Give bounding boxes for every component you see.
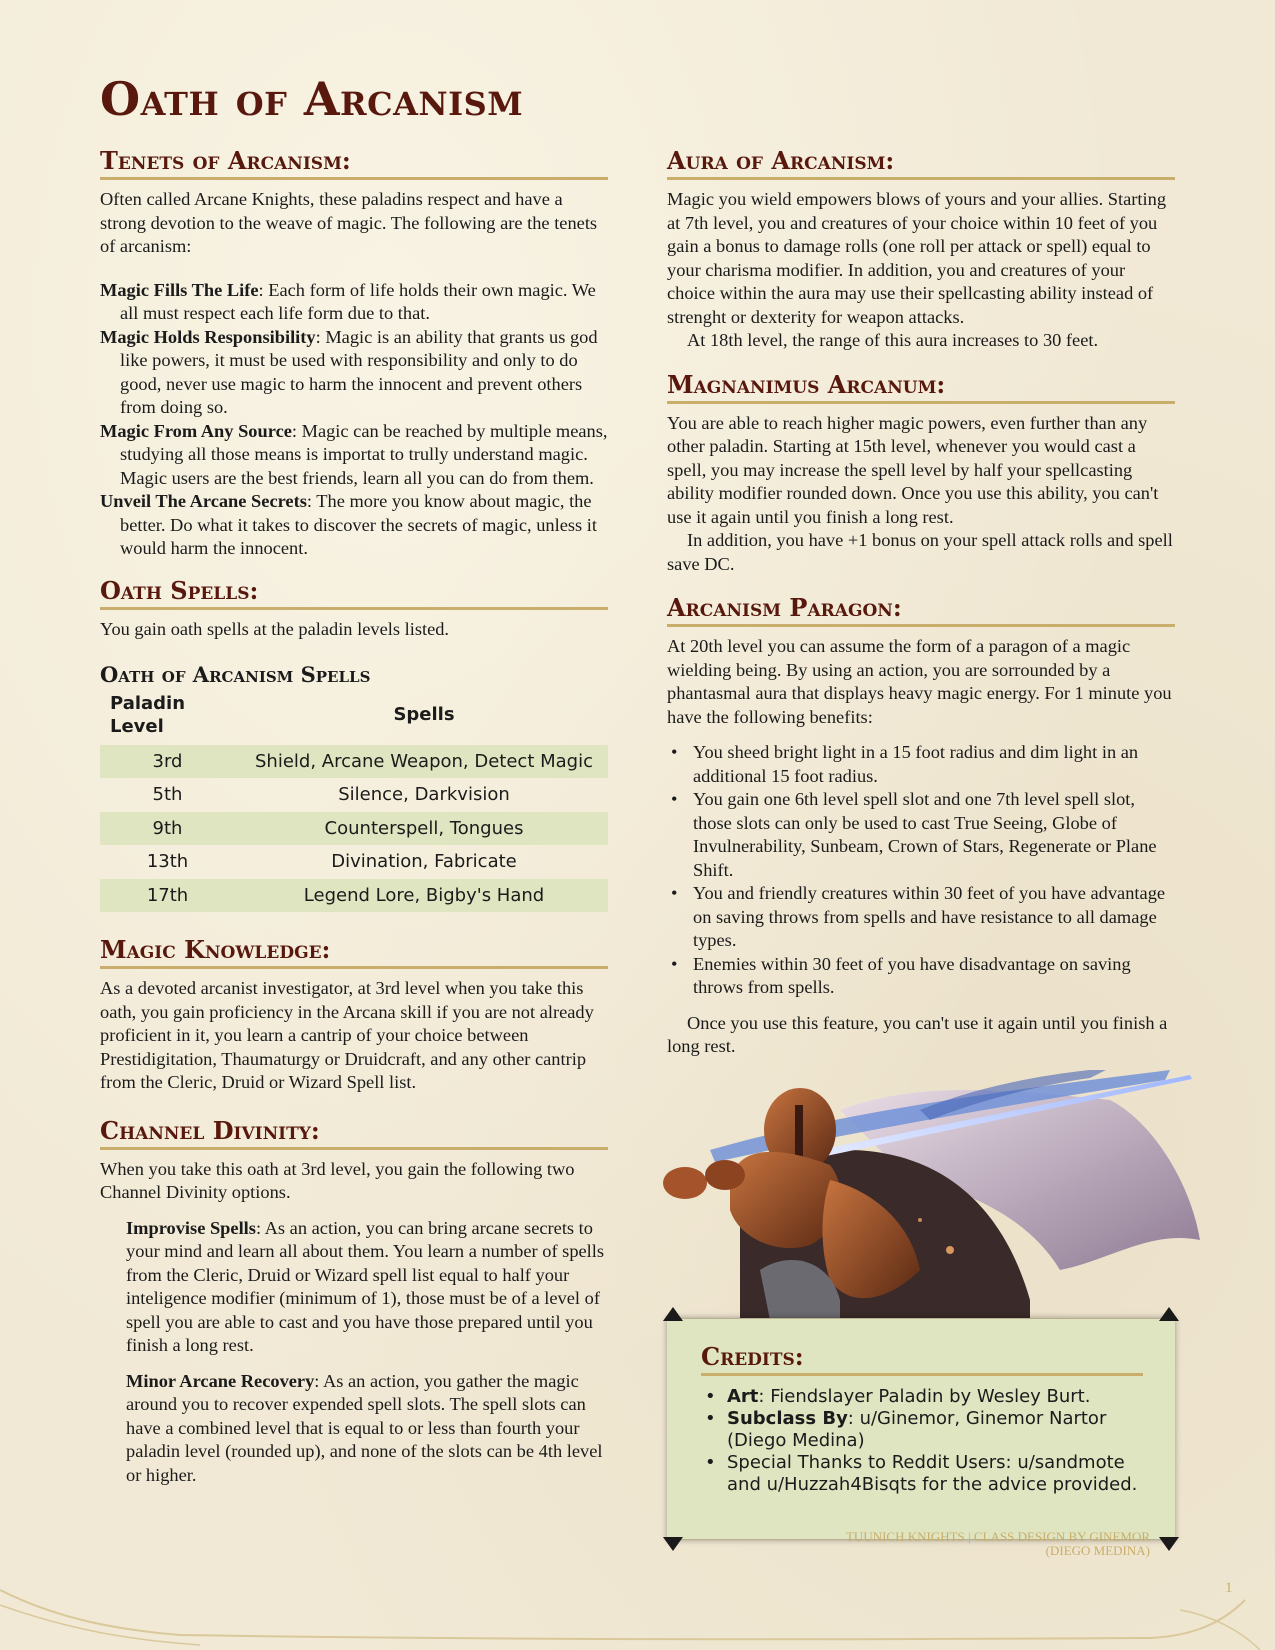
tenet-text: : The more you know about magic, the better. Do what it takes to discover the secrets of magic, unless it would harm the innocent.: [120, 491, 598, 558]
row-spells: Counterspell, Tongues: [240, 812, 608, 846]
aura-text-2: At 18th level, the range of this aura increases to 30 feet.: [687, 330, 1099, 350]
credit-text: : Fiendslayer Paladin by Wesley Burt.: [758, 1386, 1091, 1407]
section-heading-oath-spells: Oath Spells:: [100, 577, 608, 610]
section-heading-magnanimus: Magnanimus Arcanum:: [667, 371, 1175, 404]
list-item: [727, 1408, 1143, 1452]
spells-table-title: Oath of Arcanism Spells: [100, 662, 371, 687]
section-heading-aura: Aura of Arcanism:: [667, 147, 1175, 180]
table-row: [100, 879, 608, 913]
row-spells: Divination, Fabricate: [331, 851, 517, 872]
tenet-text: : Magic is an ability that grants us god like powers, it must be used with responsibility and only to do good, never use magic to harm the innocent and prevent others from doing so.: [120, 326, 598, 417]
credits-list: [701, 1386, 1143, 1496]
table-row: [100, 745, 608, 779]
channel-divinity-intro: When you take this oath at 3rd level, you gain the following two Channel Divinity options.: [100, 1158, 575, 1202]
left-column: [100, 147, 608, 1487]
list-item: • You sheed bright light in a 15 foot radius and dim light in an additional 15 foot radius.: [693, 741, 1175, 788]
footer-ornament-icon: [0, 1570, 1275, 1650]
row-level: 3rd: [100, 745, 240, 779]
tenet-name: Unveil The Arcane Secrets: [100, 491, 307, 511]
column-header-level: Paladin Level: [110, 692, 186, 737]
spells-table: [100, 689, 608, 913]
section-heading-magic-knowledge: Magic Knowledge:: [100, 936, 608, 969]
section-heading-channel-divinity: Channel Divinity:: [100, 1117, 608, 1150]
corner-ornament-icon: [663, 1307, 683, 1321]
table-row: [100, 812, 608, 846]
option-text: : As an action, you can bring arcane secrets to your mind and learn all about them. You learn a number of spells from the Cleric, Druid or Wizard spell list equal to half your inteligence modifier (minimum of 1), those must be of a level of spell you are able to cast and you have those prepared until you finish a long rest.: [126, 1217, 605, 1355]
row-spells: Shield, Arcane Weapon, Detect Magic: [240, 745, 608, 779]
channel-option: [100, 1370, 608, 1488]
table-row: [100, 845, 608, 879]
tenet-text: : Each form of life holds their own magic. We all must respect each life form due to that.: [120, 279, 596, 323]
tenet-item: [100, 326, 608, 420]
corner-ornament-icon: [1159, 1537, 1179, 1551]
list-item: [727, 1386, 1143, 1408]
channel-option: [100, 1217, 608, 1358]
table-header-row: [100, 689, 608, 745]
section-heading-paragon: Arcanism Paragon:: [667, 594, 1175, 627]
credits-box: [667, 1318, 1175, 1540]
credits-heading: Credits:: [701, 1343, 1143, 1376]
tenet-text: : Magic can be reached by multiple means, studying all those means is importat to trully understand magic. Magic users are the best friends, learn all you can do from them.: [120, 420, 608, 488]
list-item: • You and friendly creatures within 30 feet of you have advantage on saving throws from spells and have resistance to all damage types.: [693, 882, 1175, 953]
row-spells: Legend Lore, Bigby's Hand: [240, 879, 608, 913]
option-name: Minor Arcane Recovery: [126, 1370, 315, 1391]
tenet-item: [100, 490, 608, 561]
tenet-name: Magic Holds Responsibility: [100, 326, 316, 347]
table-row: [100, 778, 608, 812]
row-level: 17th: [100, 879, 240, 913]
right-column: [667, 147, 1175, 1059]
magnanimus-text: You are able to reach higher magic powers, even further than any other paladin. Starting at 15th level, whenever you would cast a spell, you may increase the spell level by half your spellcasting ability modifier rounded down. Once you use this ability, you can't use it again until you finish a long rest.: [667, 412, 1159, 527]
page-title: Oath of Arcanism: [100, 72, 524, 126]
column-header-spells: Spells: [393, 704, 455, 726]
paragon-benefits: [667, 741, 1175, 1000]
corner-ornament-icon: [1159, 1307, 1179, 1321]
tenet-name: Magic From Any Source: [100, 420, 292, 441]
section-heading-tenets: Tenets of Arcanism:: [100, 147, 608, 180]
paladin-artwork: [590, 1070, 1230, 1320]
row-level: 5th: [152, 784, 183, 805]
row-level: 9th: [100, 812, 240, 846]
aura-text: Magic you wield empowers blows of yours and your allies. Starting at 7th level, you and creatures of your choice within 10 feet of you gain a bonus to damage rolls (one roll per attack or spell) equal to your charisma modifier. In addition, you and creatures of your choice within the aura may use their spellcasting ability instead of strenght or dexterity for weapon attacks.: [667, 189, 1167, 327]
credit-label: Art: [727, 1386, 759, 1407]
footer-text: TUUNICH KNIGHTS | CLASS DESIGN BY GINEMOR (DIEGO MEDINA): [845, 1529, 1150, 1558]
row-level: 13th: [146, 851, 189, 872]
corner-ornament-icon: [663, 1537, 683, 1551]
credit-label: Subclass By: [727, 1408, 848, 1429]
credit-text: Special Thanks to Reddit Users: u/sandmote and u/Huzzah4Bisqts for the advice provided.: [727, 1452, 1138, 1495]
tenets-intro: Often called Arcane Knights, these paladins respect and have a strong devotion to the weave of magic. The following are the tenets of arcanism:: [100, 189, 598, 256]
paragon-outro: Once you use this feature, you can't use it again until you finish a long rest.: [667, 1012, 1168, 1056]
page-number: 1: [1225, 1580, 1233, 1596]
list-item: [727, 1452, 1143, 1496]
tenet-item: [100, 420, 608, 491]
tenet-name: Magic Fills The Life: [100, 279, 259, 300]
list-item: • You gain one 6th level spell slot and one 7th level spell slot, those slots can only be used to cast True Seeing, Globe of Invulnerability, Sunbeam, Crown of Stars, Regenerate or Plane Shift.: [693, 788, 1175, 882]
magic-knowledge-text: As a devoted arcanist investigator, at 3rd level when you take this oath, you gain proficiency in the Arcana skill if you are not already proficient in it, you learn a cantrip of your choice between Prestidigitation, Thaumaturgy or Druidcraft, and any other cantrip from the Cleric, Druid or Wizard Spell list.: [100, 978, 594, 1092]
list-item: • Enemies within 30 feet of you have disadvantage on saving throws from spells.: [693, 953, 1175, 1000]
credit-text: : u/Ginemor, Ginemor Nartor (Diego Medina): [727, 1408, 1107, 1451]
row-spells: Silence, Darkvision: [338, 784, 510, 805]
tenet-item: [100, 279, 608, 326]
oath-spells-intro: You gain oath spells at the paladin levels listed.: [100, 618, 450, 639]
paragon-intro: At 20th level you can assume the form of a paragon of a magic wielding being. By using an action, you are sorrounded by a phantasmal aura that displays heavy magic energy. For 1 minute you have the following benefits:: [667, 636, 1172, 727]
magnanimus-text-2: In addition, you have +1 bonus on your spell attack rolls and spell save DC.: [667, 530, 1173, 574]
option-name: Improvise Spells: [126, 1217, 256, 1238]
option-text: : As an action, you gather the magic around you to recover expended spell slots. The spell slots can have a combined level that is equal to or less than fourth your paladin level (rounded up), and none of the slots can be 4th level or higher.: [126, 1370, 603, 1485]
